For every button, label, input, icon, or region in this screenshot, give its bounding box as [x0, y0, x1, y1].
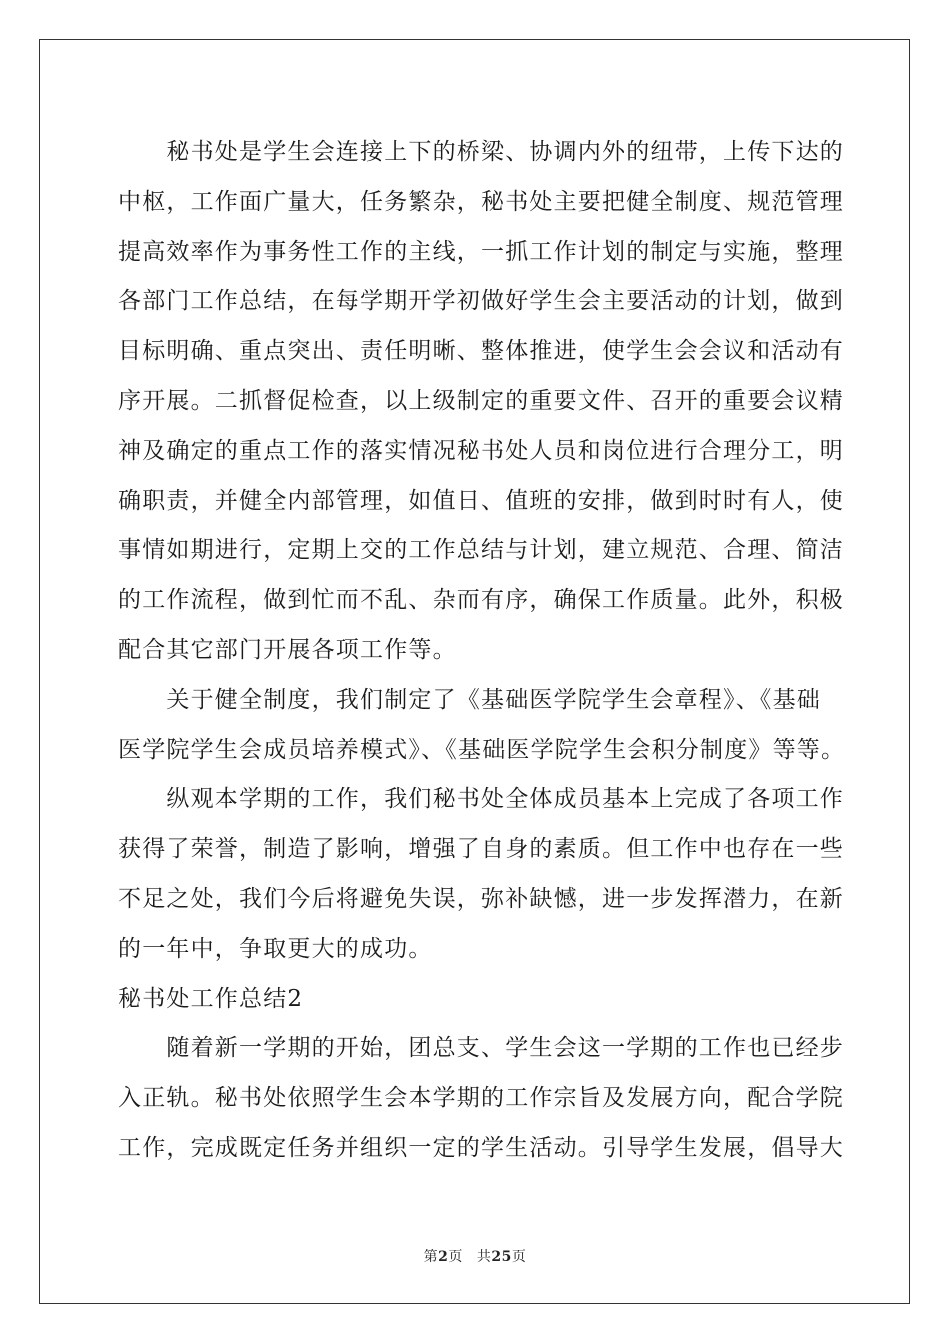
page-prefix: 第 [423, 1249, 439, 1265]
text-line: 医学院学生会成员培养模式》、《基础医学院学生会积分制度》等等。 [118, 736, 846, 763]
text-line: 的工作流程，做到忙而不乱、杂而有序，确保工作质量。此外，积极 [118, 587, 844, 614]
text-line: 秘书处是学生会连接上下的桥梁、协调内外的纽带，上传下达的 [118, 139, 844, 165]
text-line: 提高效率作为事务性工作的主线，一抓工作计划的制定与实施，整理 [118, 238, 844, 265]
total-suffix: 页 [511, 1249, 527, 1265]
text-line: 序开展。二抓督促检查，以上级制定的重要文件、召开的重要会议精 [118, 387, 844, 414]
text-line: 神及确定的重点工作的落实情况秘书处人员和岗位进行合理分工，明 [118, 437, 844, 464]
text-line: 中枢，工作面广量大，任务繁杂，秘书处主要把健全制度、规范管理 [118, 188, 844, 215]
document-body [118, 128, 846, 1174]
text-line: 的一年中，争取更大的成功。 [118, 935, 433, 962]
page-footer [0, 1246, 950, 1266]
text-line: 目标明确、重点突出、责任明晰、整体推进，使学生会会议和活动有 [118, 338, 844, 365]
text-line: 随着新一学期的开始，团总支、学生会这一学期的工作也已经步 [118, 1035, 844, 1062]
total-page-count: 25 [491, 1249, 512, 1265]
text-line: 配合其它部门开展各项工作等。 [118, 636, 457, 663]
text-line: 不足之处，我们今后将避免失误，弥补缺憾，进一步发挥潜力，在新 [118, 885, 844, 912]
section-heading: 秘书处工作总结2 [118, 985, 304, 1012]
text-line: 入正轨。秘书处依照学生会本学期的工作宗旨及发展方向，配合学院 [118, 1085, 844, 1112]
text-line: 工作，完成既定任务并组织一定的学生活动。引导学生发展，倡导大 [118, 1134, 844, 1161]
current-page-number: 2 [438, 1249, 449, 1265]
text-line: 各部门工作总结，在每学期开学初做好学生会主要活动的计划，做到 [118, 288, 844, 315]
text-line: 关于健全制度，我们制定了《基础医学院学生会章程》、《基础 [118, 686, 821, 713]
page-suffix: 页 [448, 1249, 463, 1265]
text-line: 获得了荣誉，制造了影响，增强了自身的素质。但工作中也存在一些 [118, 836, 844, 863]
text-line: 事情如期进行，定期上交的工作总结与计划，建立规范、合理、简洁 [118, 537, 844, 564]
text-line: 确职责，并健全内部管理，如值日、值班的安排，做到时时有人，使 [118, 487, 844, 514]
total-prefix: 共 [476, 1249, 492, 1265]
text-line: 纵观本学期的工作，我们秘书处全体成员基本上完成了各项工作 [118, 786, 844, 813]
